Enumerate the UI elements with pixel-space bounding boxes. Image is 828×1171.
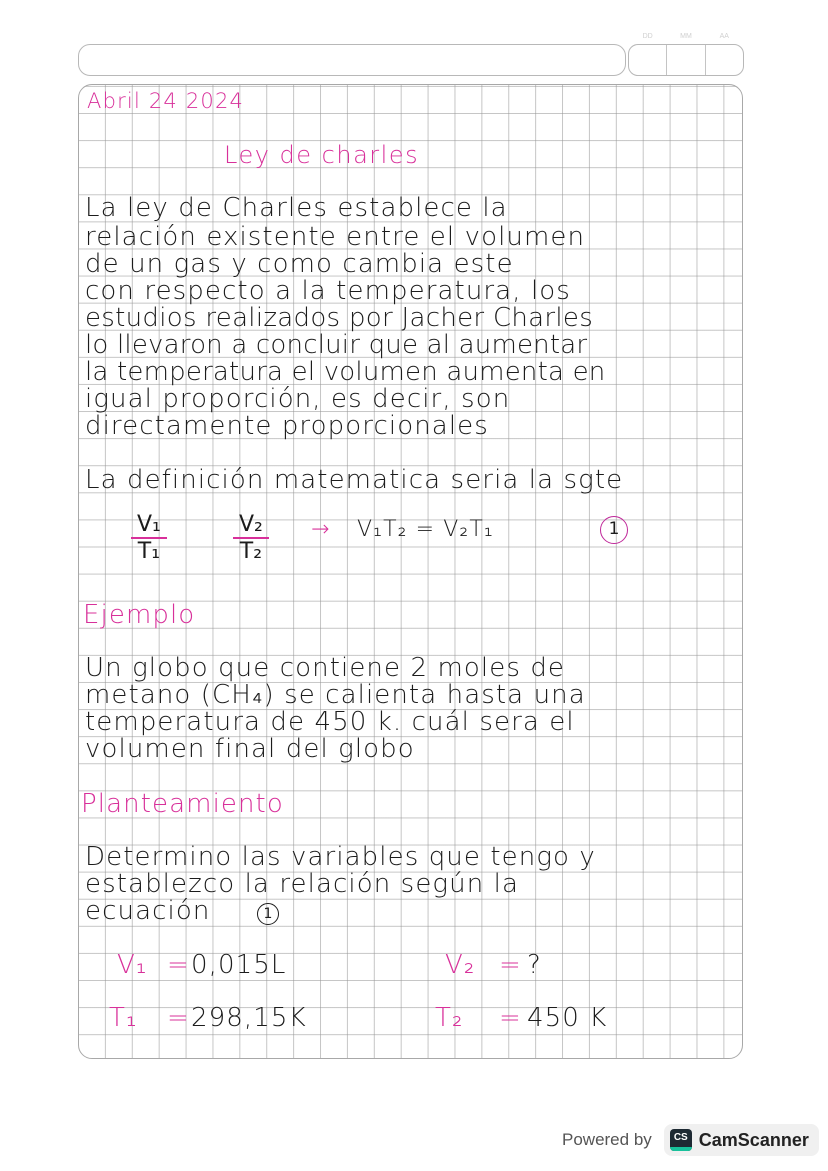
text-line: La ley de Charles establece la: [85, 193, 508, 223]
variable-sign: =: [499, 1003, 522, 1033]
text-line: con respecto a la temperatura, los: [85, 276, 571, 306]
fraction-v1-t1: [131, 513, 167, 565]
math-intro: La definición matematica seria la sgte: [85, 465, 624, 495]
text-line: volumen final del globo: [85, 734, 415, 764]
text-line: directamente proporcionales: [85, 411, 489, 441]
fraction-numerator: V₁: [131, 513, 167, 539]
text-line: estudios realizados por Jacher Charles: [85, 303, 594, 333]
date-cell-label: AA: [719, 33, 729, 40]
date-cell-day: [629, 33, 667, 75]
setup-ref-circled: 1: [257, 903, 279, 925]
variable-value: 0,015L: [191, 950, 287, 980]
date-cell-label: MM: [680, 33, 692, 40]
text-line: metano (CH₄) se calienta hasta una: [85, 680, 586, 710]
grid-notebook-page: [78, 84, 743, 1059]
text-line: igual proporción, es decir, son: [85, 384, 511, 414]
camscanner-logo-icon: CS: [670, 1129, 692, 1151]
text-line: temperatura de 450 k. cuál sera el: [85, 707, 575, 737]
date-box: [628, 33, 744, 76]
variable-symbol: T₂: [435, 1003, 464, 1033]
camscanner-badge: [664, 1124, 819, 1156]
variable-value: ?: [527, 950, 542, 980]
variable-sign: =: [167, 1003, 190, 1033]
text-line: Determino las variables que tengo y: [85, 842, 596, 872]
setup-heading: Planteamiento: [81, 789, 284, 819]
powered-by-label: Powered by: [562, 1130, 652, 1149]
text-line: la temperatura el volumen aumenta en: [85, 357, 606, 387]
page-title: Ley de charles: [224, 141, 420, 169]
variable-sign: =: [499, 950, 522, 980]
text-line: de un gas y como cambia este: [85, 249, 514, 279]
notebook-header-box: [78, 44, 626, 76]
text-line: lo llevaron a concluir que al aumentar: [85, 330, 588, 360]
variable-symbol: T₁: [109, 1003, 138, 1033]
text-line: relación existente entre el volumen: [85, 222, 586, 252]
text-line: Un globo que contiene 2 moles de: [85, 653, 566, 683]
date-cell-label: DD: [642, 33, 653, 40]
page-date: Abril 24 2024: [87, 89, 245, 113]
variable-value: 298,15K: [191, 1003, 307, 1033]
date-cell-month: [667, 33, 705, 75]
text-line: establezco la relación según la: [85, 869, 519, 899]
formula-equation: V₁T₂ = V₂T₁: [357, 517, 494, 542]
text-line: ecuación: [85, 896, 211, 926]
variable-symbol: V₂: [445, 950, 476, 980]
example-heading: Ejemplo: [83, 600, 196, 630]
fraction-denominator: T₂: [239, 539, 263, 564]
camscanner-watermark: [562, 1122, 819, 1158]
equation-ref-circled: 1: [600, 516, 628, 544]
fraction-numerator: V₂: [233, 513, 269, 539]
camscanner-brand: CamScanner: [698, 1129, 809, 1150]
date-cell-year: [706, 33, 743, 75]
variable-symbol: V₁: [117, 950, 148, 980]
fraction-v2-t2: [233, 513, 269, 565]
fraction-denominator: T₁: [137, 539, 161, 564]
arrow-icon: →: [311, 517, 331, 542]
variable-value: 450 K: [527, 1003, 608, 1033]
variable-sign: =: [167, 950, 190, 980]
